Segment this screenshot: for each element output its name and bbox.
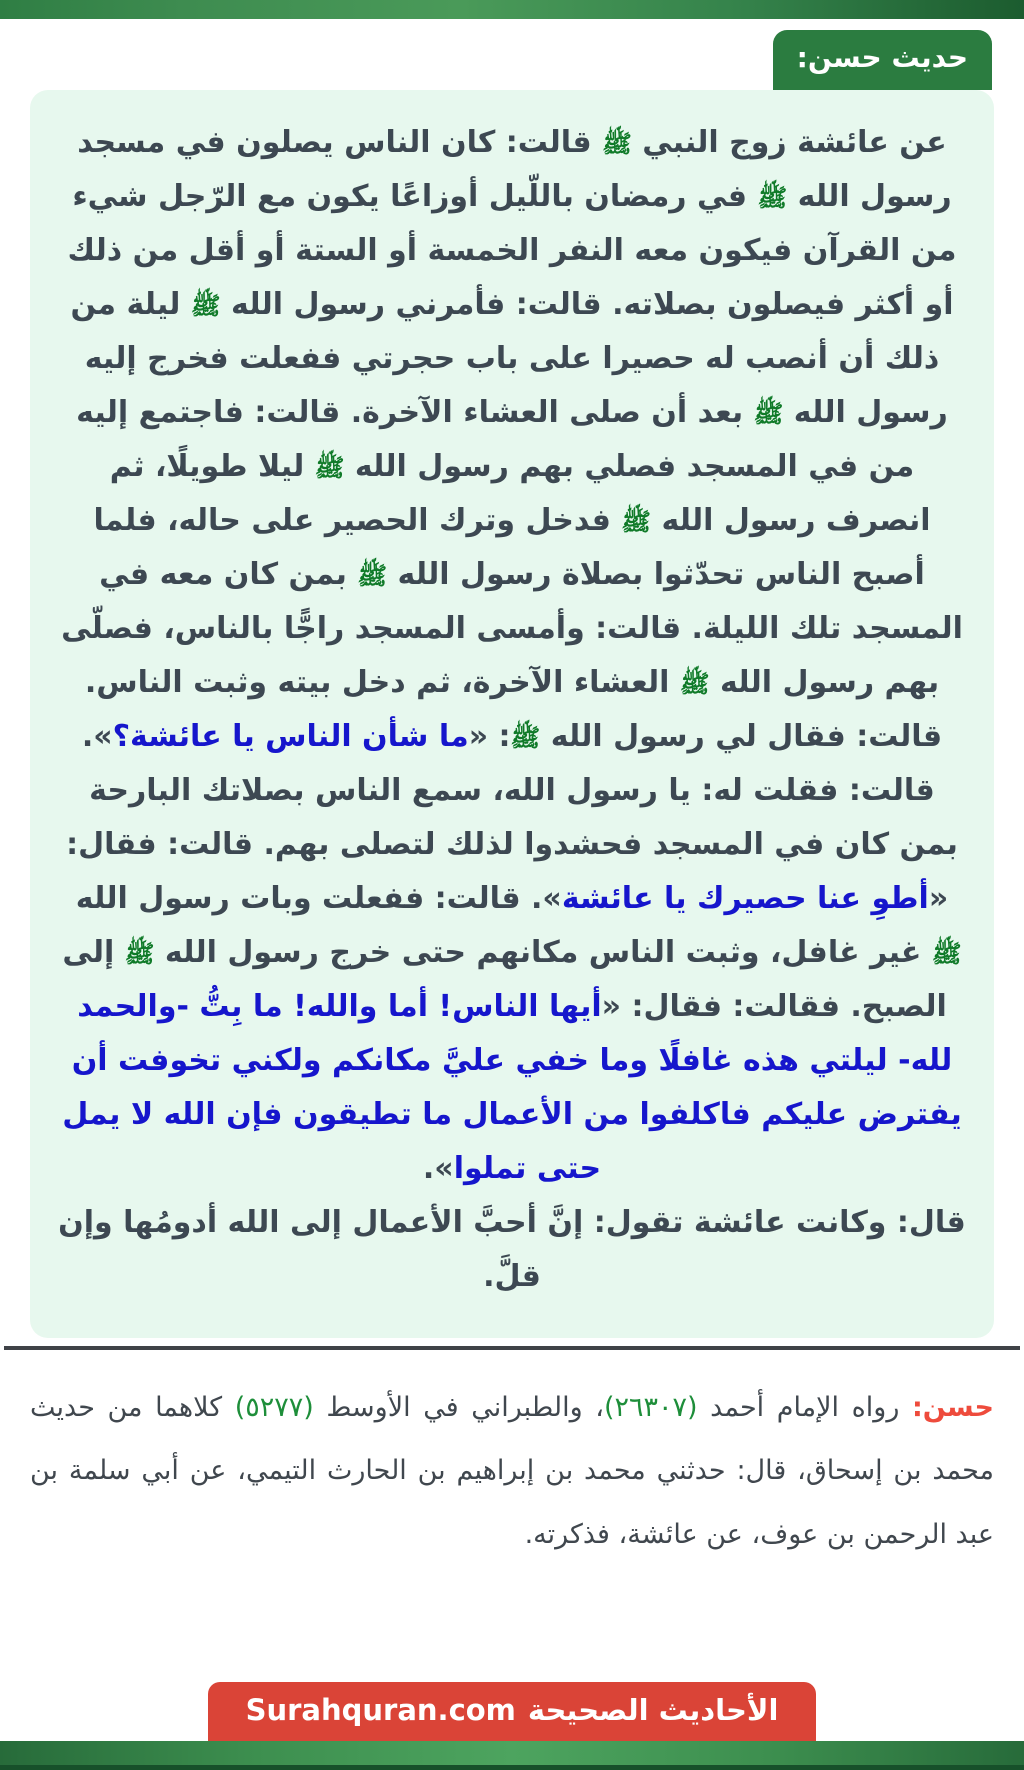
section-divider xyxy=(4,1346,1020,1350)
narration-text: ». قالت: فقلت له: يا رسول الله، سمع الناس بصلاتك البارحة بمن كان في المسجد فحشدوا لذلك لتصلى بهم. قالت: فقال: « xyxy=(66,718,958,916)
narration-text: غير غافل، وثبت الناس مكانهم حتى خرج رسول الله xyxy=(154,934,932,970)
hadith-text-paragraph xyxy=(56,116,968,1196)
narration-text: بمن كان معه في المسجد تلك الليلة. قالت: وأمسى المسجد راجًّا بالناس، فصلّى بهم رسول الله xyxy=(61,556,963,700)
narration-text: رواه الإمام أحمد xyxy=(697,1391,912,1423)
reference-number: (٥٢٧٧) xyxy=(234,1391,314,1423)
site-badge[interactable] xyxy=(208,1682,817,1741)
saw-symbol: ﷺ xyxy=(510,722,541,752)
narration-text: العشاء الآخرة، ثم دخل بيته وثبت الناس. قالت: فقال لي رسول الله xyxy=(84,664,943,754)
saw-symbol: ﷺ xyxy=(931,938,962,968)
narration-text: فدخل وترك الحصير على حاله، فلما أصبح الناس تحدّثوا بصلاة رسول الله xyxy=(93,502,925,592)
narration-text: قال: وكانت عائشة تقول: إنَّ أحبَّ الأعمال إلى الله أدومُها وإن قلَّ. xyxy=(58,1204,966,1294)
narration-text: ليلا طويلًا، ثم انصرف رسول الله xyxy=(109,448,931,538)
narration-text: ليلة من ذلك أن أنصب له حصيرا على باب حجرتي ففعلت فخرج إليه رسول الله xyxy=(70,286,948,430)
narration-text: إلى الصبح. فقالت: فقال: « xyxy=(62,934,947,1024)
narration-text: قالت: كان الناس يصلون في مسجد رسول الله xyxy=(77,124,952,214)
saw-symbol: ﷺ xyxy=(757,182,788,212)
hadith-grade-tab: حديث حسن: xyxy=(773,30,992,90)
badge-arabic-label: الأحاديث الصحيحة xyxy=(527,1693,779,1728)
narration-text: ». قالت: ففعلت وبات رسول الله xyxy=(75,880,562,916)
narration-text: كلاهما من حديث محمد بن إسحاق، قال: حدثني محمد بن إبراهيم بن الحارث التيمي، عن أبي سلمة بن عبد الرحمن بن عوف، عن عائشة، فذكرته. xyxy=(30,1391,994,1550)
narration-text: عن عائشة زوج النبي xyxy=(631,124,947,160)
footer-badge-row xyxy=(0,1682,1024,1741)
reference-number: (٢٦٣٠٧) xyxy=(603,1391,698,1423)
bottom-decorative-bar xyxy=(0,1741,1024,1770)
saw-symbol: ﷺ xyxy=(602,128,632,158)
prophet-quote-text: أطوِ عنا حصيرك يا عائشة xyxy=(561,880,929,916)
narration-text: ». xyxy=(422,1150,454,1186)
saw-symbol: ﷺ xyxy=(314,452,345,482)
narration-text: في رمضان باللّيل أوزاعًا يكون مع الرّجل شيء من القرآن فيكون معه النفر الخمسة أو الستة أو أقل من ذلك أو أكثر فيصلون بصلاته. قالت: فأمرني رسول الله xyxy=(67,178,957,322)
hadith-text-box xyxy=(30,90,994,1338)
saw-symbol: ﷺ xyxy=(124,938,155,968)
saw-symbol: ﷺ xyxy=(357,560,388,590)
narration-text: : « xyxy=(468,718,511,754)
narration-text: بعد أن صلى العشاء الآخرة. قالت: فاجتمع إليه من في المسجد فصلي بهم رسول الله xyxy=(76,394,915,484)
grading-source-paragraph xyxy=(30,1376,994,1566)
top-decorative-bar xyxy=(0,0,1024,19)
saw-symbol: ﷺ xyxy=(679,668,710,698)
prophet-quote-text: أيها الناس! أما والله! ما بِتُّ -والحمد لله- ليلتي هذه غافلًا وما خفي عليَّ مكانكم ولكني تخوفت أن يفترض عليكم فاكلفوا من الأعمال ما تطيقون فإن الله لا يمل حتى تملوا xyxy=(62,988,962,1186)
saw-symbol: ﷺ xyxy=(753,398,784,428)
narration-text: ، والطبراني في الأوسط xyxy=(313,1391,604,1423)
grade-tab-row xyxy=(32,30,992,90)
badge-site-name: Surahquran.com xyxy=(245,1693,516,1728)
aisha-saying-paragraph xyxy=(56,1196,968,1304)
grade-word: حسن: xyxy=(911,1391,994,1423)
prophet-quote-text: ما شأن الناس يا عائشة؟ xyxy=(112,718,469,754)
saw-symbol: ﷺ xyxy=(190,290,221,320)
saw-symbol: ﷺ xyxy=(621,506,651,536)
